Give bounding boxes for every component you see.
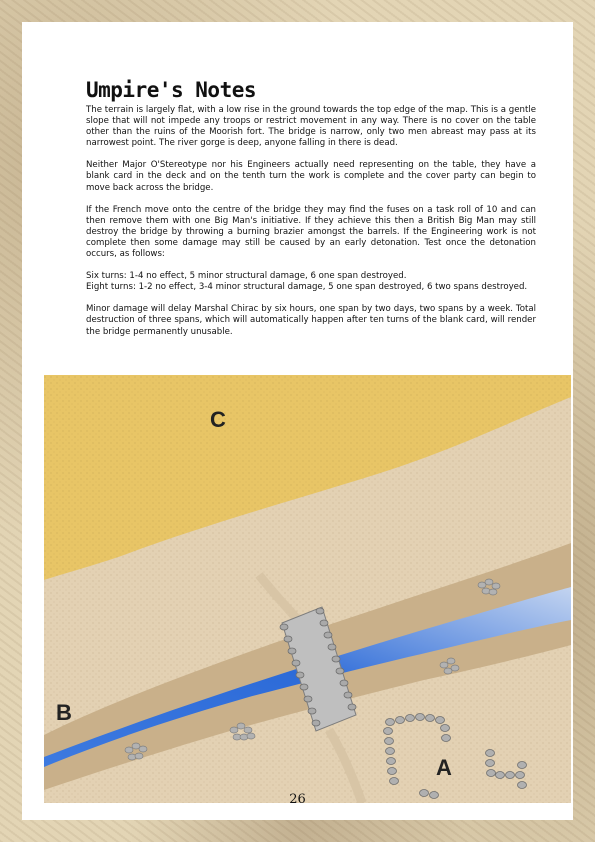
map-label-b: B <box>56 700 72 725</box>
paragraph-engineers: Neither Major O'Stereotype nor his Engineers actually need representing on the table, they have a blank card in the deck and on the tenth turn the work is complete and the cover party can begin to move back across the bridge. <box>86 160 536 193</box>
paragraph-terrain: The terrain is largely flat, with a low rise in the ground towards the top edge of the map. This is a gentle slope that will not impede any troops or restrict movement in any way. There is no cover on the table other than the ruins of the Moorish fort. The bridge is narrow, only two men abreast may pass at its narrowest point. The river gorge is deep, anyone falling in there is dead. <box>86 105 536 149</box>
page-number: 26 <box>289 792 306 807</box>
battlefield-map <box>44 375 571 803</box>
paragraph-fuses: If the French move onto the centre of the bridge they may find the fuses on a task roll of 10 and can then remove them with one Big Man's initiative. If they achieve this then a British Big Man may still destroy the bridge by throwing a burning brazier amongst the barrels. If the Engineering work is not complete then some damage may still be caused by an early detonation. Test once the detonation occurs, as follows: <box>86 204 536 260</box>
umpire-notes-text <box>86 105 536 349</box>
paragraph-damage: Minor damage will delay Marshal Chirac by six hours, one span by two days, two spans by a week. Total destruction of three spans, which will automatically happen after ten turns of the blank card, will render the bridge permanently unusable. <box>86 304 536 337</box>
paragraph-six-turns: Six turns: 1-4 no effect, 5 minor structural damage, 6 one span destroyed. <box>86 271 407 282</box>
map-label-c: C <box>210 407 226 432</box>
page-title: Umpire's Notes <box>86 78 257 102</box>
page <box>22 22 573 820</box>
map-label-a: A <box>436 755 452 780</box>
paragraph-eight-turns: Eight turns: 1-2 no effect, 3-4 minor structural damage, 5 one span destroyed, 6 two spans destroyed. <box>86 282 528 293</box>
